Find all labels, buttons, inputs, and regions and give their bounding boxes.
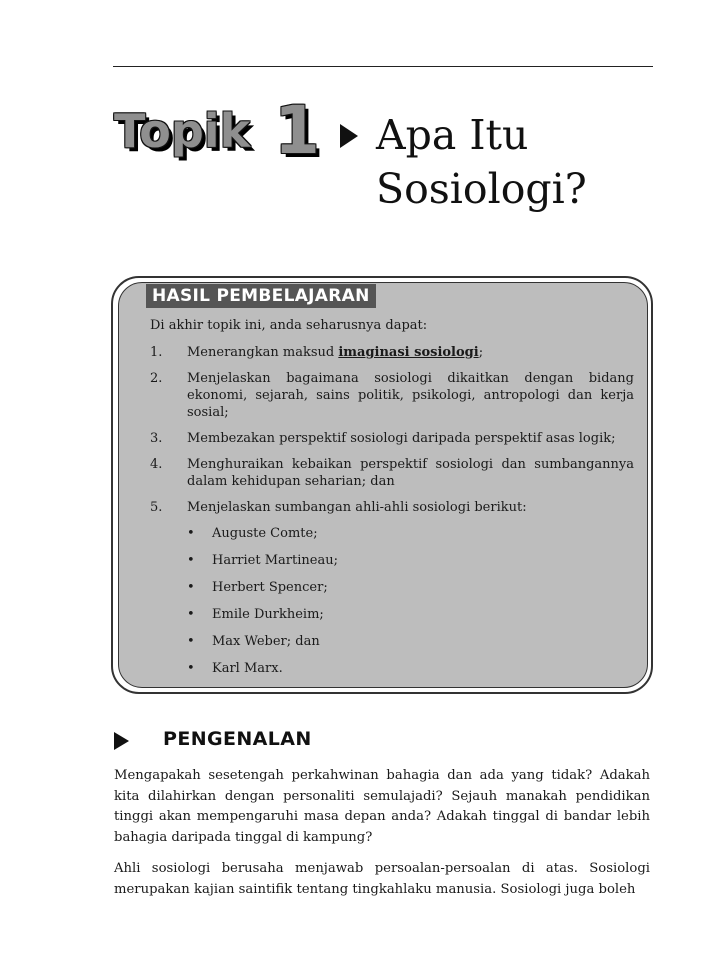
topic-number: 1 — [274, 92, 320, 169]
outcome-intro: Di akhir topik ini, anda seharusnya dapat: — [150, 318, 428, 333]
outcome-text: Menjelaskan sumbangan ahli-ahli sosiologi berikut: — [187, 500, 527, 515]
sociologist-name: Auguste Comte; — [212, 526, 318, 541]
sociologist-list — [187, 525, 634, 677]
sociologist-item — [187, 525, 634, 542]
sociologist-name: Harriet Martineau; — [212, 553, 338, 568]
keyword-imaginasi-sosiologi: imaginasi sosiologi — [338, 345, 479, 360]
topic-title — [376, 108, 676, 216]
outcome-item — [150, 430, 634, 447]
bullet-icon: • — [187, 634, 195, 649]
outcome-text: Menjelaskan bagaimana sosiologi dikaitkan dengan bidang ekonomi, sejarah, sains politik, psikologi, antropologi dan kerja sosial; — [187, 371, 634, 420]
sociologist-name: Herbert Spencer; — [212, 580, 328, 595]
sociologist-item — [187, 606, 634, 623]
outcome-text: Membezakan perspektif sosiologi daripada perspektif asas logik; — [187, 431, 616, 446]
outcome-number: 5. — [150, 500, 163, 515]
title-arrow-icon — [340, 124, 358, 148]
outcome-item — [150, 344, 634, 361]
sociologist-item — [187, 579, 634, 596]
bullet-icon: • — [187, 580, 195, 595]
outcome-list — [150, 344, 634, 687]
outcome-item — [150, 370, 634, 421]
sociologist-item — [187, 633, 634, 650]
bullet-icon: • — [187, 526, 195, 541]
bullet-icon: • — [187, 661, 195, 676]
section-arrow-icon — [114, 732, 129, 750]
section-title: PENGENALAN — [163, 728, 312, 750]
bullet-icon: • — [187, 553, 195, 568]
topic-label: Topik — [114, 104, 251, 158]
top-rule — [113, 66, 653, 67]
sociologist-name: Max Weber; dan — [212, 634, 320, 649]
sociologist-item — [187, 660, 634, 677]
outcome-number: 3. — [150, 431, 163, 446]
outcome-number: 4. — [150, 457, 163, 472]
sociologist-item — [187, 552, 634, 569]
sociologist-name: Emile Durkheim; — [212, 607, 324, 622]
outcome-text: Menerangkan maksud — [187, 345, 339, 360]
topic-title-line2: Sosiologi? — [376, 165, 587, 213]
outcome-item — [150, 456, 634, 490]
outcome-text: Menghuraikan kebaikan perspektif sosiologi dan sumbangannya dalam kehidupan seharian; dan — [187, 457, 634, 489]
bullet-icon: • — [187, 607, 195, 622]
outcome-number: 2. — [150, 371, 163, 386]
topic-title-line1: Apa Itu — [376, 111, 529, 159]
intro-paragraph-2: Ahli sosiologi berusaha menjawab persoalan-persoalan di atas. Sosiologi merupakan kajian saintifik tentang tingkahlaku manusia. Sosiologi juga boleh — [114, 861, 650, 897]
intro-paragraph-1: Mengapakah sesetengah perkahwinan bahagia dan ada yang tidak? Adakah kita dilahirkan dengan personaliti semulajadi? Sejauh manakah pendidikan tinggi akan mempengaruhi masa depan anda? Adakah tinggal di bandar lebih bahagia daripada tinggal di kampung? — [114, 768, 650, 845]
sociologist-name: Karl Marx. — [212, 661, 283, 676]
outcome-number: 1. — [150, 345, 163, 360]
outcome-item — [150, 499, 634, 677]
outcome-text-end: ; — [478, 345, 484, 360]
outcome-heading: HASIL PEMBELAJARAN — [146, 284, 376, 308]
